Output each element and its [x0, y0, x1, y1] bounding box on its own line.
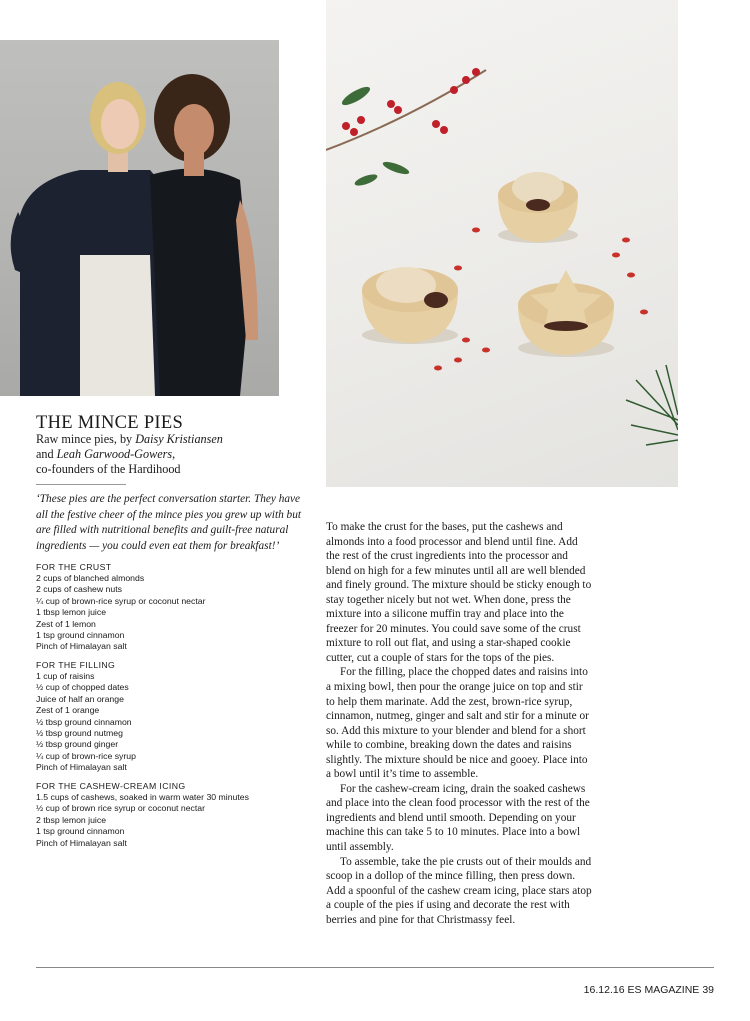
- ingredient-item: Pinch of Himalayan salt: [36, 837, 127, 848]
- food-illustration: [326, 0, 678, 487]
- ingredient-item: Juice of half an orange: [36, 693, 124, 704]
- credit-line-3: co-founders of the Hardihood: [36, 462, 181, 476]
- ingredient-item: 1.5 cups of cashews, soaked in warm water 30 minutes: [36, 792, 249, 802]
- method-paragraph: For the cashew-cream icing, drain the soaked cashews and place into the clean food processor with the rest of the ingredients and blend until smooth. Depending on your machine this can take 5 to 10 minutes. Place into a bowl until assembly.: [326, 782, 590, 854]
- ingredient-item: 1 cup of raisins: [36, 671, 95, 681]
- ingredient-item: 2 cups of blanched almonds: [36, 573, 145, 583]
- ingredient-item: 1 tsp ground cinnamon: [36, 630, 125, 641]
- page-footer: [581, 984, 714, 996]
- portrait-photo: [0, 40, 279, 396]
- method-paragraph: For the filling, place the chopped dates and raisins into a mixing bowl, then pour the orange juice on top and stir to help them marinate. Add the zest, brown-rice syrup, cinnamon, nutmeg, ginger and salt and stir for a minute or so. Add this mixture to your blender and blend for a short while to combine, breaking down the dates and raisins slightly. The mixture should be nice and gooey. Place into a bowl until it’s time to assemble.: [326, 666, 589, 781]
- author-name-1: Daisy Kristiansen: [135, 432, 223, 446]
- credit-and: and: [36, 447, 57, 461]
- ingredients-heading: FOR THE CRUST: [36, 562, 112, 572]
- ingredient-list: [36, 573, 316, 653]
- issue-date: 16.12.16: [583, 984, 625, 996]
- credit-comma: ,: [172, 447, 176, 461]
- method-text: [326, 520, 594, 927]
- portrait-illustration: [0, 40, 279, 396]
- ingredient-item: Pinch of Himalayan salt: [36, 641, 127, 652]
- method-paragraph: To assemble, take the pie crusts out of their moulds and scoop in a dollop of the mince filling, then press down. Add a spoonful of the cashew cream icing, place stars atop a couple of the pies if using and decorate the rest with berries and pine for that Christmassy feel.: [326, 855, 592, 926]
- ingredient-item: ¼ cup of brown-rice syrup or coconut nectar: [36, 595, 206, 606]
- credit-line-2: [36, 447, 286, 462]
- ingredient-item: 1 tbsp lemon juice: [36, 607, 107, 618]
- ingredient-list: [36, 792, 316, 849]
- footer-rule: [36, 967, 714, 968]
- ingredients-heading: FOR THE CASHEW-CREAM ICING: [36, 781, 186, 791]
- magazine-name: ES MAGAZINE: [627, 984, 700, 996]
- page-number: 39: [702, 984, 714, 996]
- credit-line-1: [36, 432, 286, 447]
- method-paragraph: To make the crust for the bases, put the cashews and almonds into a food processor and blend until fine. Add the rest of the crust ingredients into the processor and blend on high for a few minutes until all are well blended and finely ground. The mixture should be sticky enough to stay together nicely but not wet. When done, press the mixture into a silicone muffin tray and place into the freezer for 20 minutes. You could save some of the crust mixture to roll out flat, and using a star-shaped cookie cutter, cut a couple of stars for the tops of the pies.: [326, 521, 592, 664]
- recipe-title: THE MINCE PIES: [36, 413, 184, 433]
- ingredient-item: Pinch of Himalayan salt: [36, 762, 127, 773]
- ingredient-item: ½ tbsp ground cinnamon: [36, 716, 132, 727]
- ingredient-item: 1 tsp ground cinnamon: [36, 826, 125, 837]
- ingredients-filling: [36, 660, 316, 774]
- ingredients-icing: [36, 781, 316, 849]
- ingredient-item: 2 tbsp lemon juice: [36, 814, 107, 825]
- ingredient-item: ½ tbsp ground ginger: [36, 739, 119, 750]
- ingredient-item: Zest of 1 orange: [36, 705, 100, 716]
- pull-quote: ‘These pies are the perfect conversation starter. They have all the festive cheer of the mince pies you grew up with but are filled with nutritional benefits and guilt-free natural ingredients — you could even eat them for breakfast!’: [36, 493, 301, 552]
- ingredients-crust: [36, 562, 316, 653]
- author-name-2: Leah Garwood-Gowers: [56, 447, 173, 461]
- ingredient-item: ½ cup of brown rice syrup or coconut nectar: [36, 803, 206, 814]
- ingredient-item: ½ tbsp ground nutmeg: [36, 728, 123, 739]
- ingredient-item: 2 cups of cashew nuts: [36, 584, 122, 595]
- credit-prefix: Raw mince pies, by: [36, 432, 136, 446]
- ingredients-heading: FOR THE FILLING: [36, 660, 116, 670]
- mince-pies-photo: [326, 0, 678, 487]
- ingredient-list: [36, 671, 316, 774]
- ingredient-item: ¼ cup of brown-rice syrup: [36, 750, 136, 761]
- title-divider: [36, 484, 126, 485]
- ingredient-item: ½ cup of chopped dates: [36, 682, 129, 693]
- ingredient-item: Zest of 1 lemon: [36, 618, 96, 629]
